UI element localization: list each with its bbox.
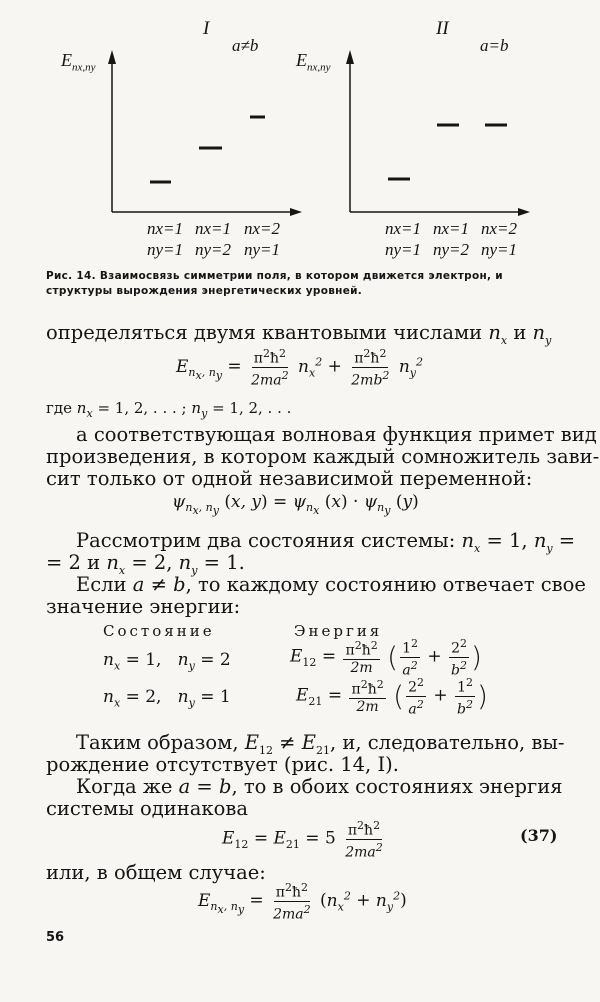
panel1-x-arrow	[290, 208, 302, 216]
wavefunction-equation: $\psi_{n_x, n_y}$ (x, $y) = \psi_{n_x}$ $(x) \cdot \psi_{n_y}$ (y)	[172, 492, 419, 518]
paragraph-2-line3: сит только от одной независимой переменной:	[46, 467, 533, 490]
paragraph-6-line1: Когда же a = b, то в обоих состояниях энергия	[76, 775, 563, 798]
energy-e21: $E_{21}$ = $\frac{\pi^2ħ^2}{2m}$ ( $\frac{2^2}{a^2}$ + $\frac{1^2}{b^2}$ )	[296, 676, 488, 718]
paragraph-5-line2: рождение отсутствует (рис. 14, I).	[46, 753, 399, 776]
figure-caption-line1: Рис. 14. Взаимосвязь симметрии поля, в котором движется электрон, и	[46, 270, 503, 282]
panel2-state2-ny: ny=2	[433, 240, 470, 259]
paragraph-7: или, в общем случае:	[46, 861, 266, 884]
state-2: $n_x = 2$, $n_y = 1$	[103, 687, 231, 710]
paragraph-4-line1: Если a ≠ b, то каждому состоянию отвечает свое	[76, 573, 586, 596]
paragraph-4-line2: значение энергии:	[46, 595, 241, 618]
panel2-condition: a=b	[480, 36, 509, 55]
paragraph-2-line2: произведения, в котором каждый сомножитель зави-	[46, 445, 600, 468]
page-number: 56	[46, 930, 65, 945]
panel1-state1-ny: ny=1	[147, 240, 184, 259]
panel1-state2-nx: nx=1	[195, 219, 232, 238]
general-energy-equation: $E_{n_x, n_y}$ = $\frac{\pi^2ħ^2}{2ma^2}$ $(n_x^2 + n_y^2)$	[198, 881, 407, 923]
state-1: $n_x = 1$, $n_y = 2$	[103, 650, 231, 673]
panel2-state1-ny: ny=1	[385, 240, 422, 259]
panel2-state2-nx: nx=1	[433, 219, 470, 238]
panel1-condition: a≠b	[232, 36, 259, 55]
panel2-state3-ny: ny=1	[481, 240, 518, 259]
panel2-x-arrow	[518, 208, 530, 216]
panel2-roman: II	[436, 18, 449, 39]
panel2-state1-nx: nx=1	[385, 219, 422, 238]
panel2-y-arrow	[346, 50, 354, 64]
panel1-state2-ny: ny=2	[195, 240, 232, 259]
paragraph-6-line2: системы одинакова	[46, 797, 248, 820]
panel1-axis-label: $E_{nx,ny}$	[61, 50, 96, 74]
panel2-axis-label: $E_{nx,ny}$	[296, 50, 331, 74]
paragraph-1: определяться двумя квантовыми числами $n_x$ и $n_y$	[46, 321, 552, 347]
paragraph-5-line1: Таким образом, $E_{12} \ne E_{21}$, и, следовательно, вы-	[76, 731, 565, 757]
equation-number: (37)	[520, 826, 558, 845]
panel1-roman: I	[203, 18, 210, 39]
panel1-state3-ny: ny=1	[244, 240, 281, 259]
table-header-energy: Энергия	[294, 622, 383, 640]
paragraph-3-line2: = 2 и $n_x = 2$, $n_y = 1$.	[46, 551, 245, 577]
energy-e12: $E_{12}$ = $\frac{\pi^2ħ^2}{2m}$ ( $\frac{1^2}{a^2}$ + $\frac{2^2}{b^2}$ )	[290, 637, 482, 679]
panel1-state1-nx: nx=1	[147, 219, 184, 238]
panel1-y-arrow	[108, 50, 116, 64]
panel2-state3-nx: nx=2	[481, 219, 518, 238]
table-header-state: Состояние	[103, 622, 215, 640]
paragraph-3-line1: Рассмотрим два состояния системы: $n_x = 1$, $n_y$ =	[76, 529, 576, 555]
equation-37: $E_{12} = E_{21} = 5$ $\frac{\pi^2ħ^2}{2ma^2}$	[222, 819, 383, 861]
figure-caption-line2: структуры вырождения энергетических уровней.	[46, 285, 363, 297]
paragraph-2-line1: а соответствующая волновая функция примет вид	[76, 423, 597, 446]
energy-equation: $E_{n_x, n_y}$ = $\frac{\pi^2ħ^2}{2ma^2}$ $n_x^2$ + $\frac{\pi^2ħ^2}{2mb^2}$ $n_y^2$	[176, 347, 423, 389]
where-line: где $n_x = 1$, 2, . . . ; $n_y = 1$, 2, . . .	[46, 399, 292, 420]
panel1-state3-nx: nx=2	[244, 219, 281, 238]
